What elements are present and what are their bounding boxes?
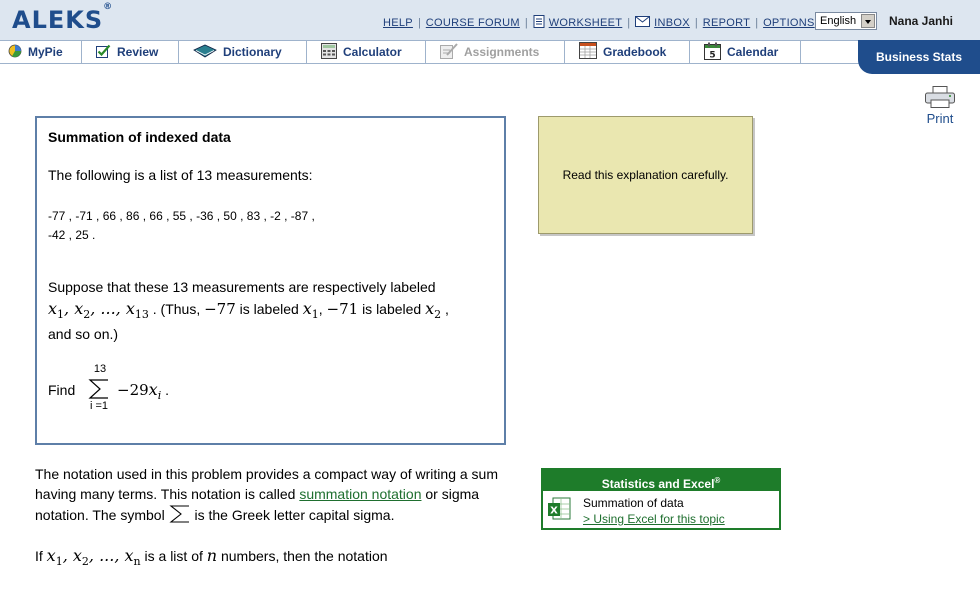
tab-assignments: Assignments [426,41,565,63]
label-line: $x_1$, $x_2$, ..., $x_{13}$ . (Thus, −77 is labeled $x_1$, −71 is labeled $x_2$ , [48,299,449,322]
summation-notation-link[interactable]: summation notation [299,486,422,502]
language-select[interactable] [815,12,877,30]
report-link[interactable]: REPORT [702,17,751,29]
worksheet-link[interactable]: WORKSHEET [548,17,623,29]
tab-calendar[interactable]: 5 Calendar [690,41,801,63]
sigma-icon [169,504,191,529]
print-button[interactable] [922,86,958,126]
checkbox-icon [96,44,111,61]
aleks-logo: ALEKS® [12,2,114,34]
problem-title: Summation of indexed data [48,129,231,145]
excel-box-title: Statistics and Excel® [543,470,779,491]
excel-topic-text: Summation of data [583,496,684,510]
course-tab[interactable]: Business Stats [858,40,980,74]
tab-bar [0,40,980,64]
tab-review[interactable]: Review [82,41,179,63]
tab-dictionary[interactable]: Dictionary [179,41,307,63]
explanation-list-line: If $x_1$, $x_2$, ..., $x_n$ is a list of n numbers, then the notation [35,546,388,569]
user-name: Nana Janhi [889,14,954,28]
options-link[interactable]: OPTIONS [763,17,815,29]
problem-box [35,116,506,445]
suppose-text: Suppose that these 13 measurements are respectively labeled [48,279,436,295]
tab-mypie[interactable]: MyPie [0,41,82,63]
svg-text:X: X [550,505,558,517]
sum-expression: $-29x_i$ . [117,380,169,403]
chevron-down-icon [861,14,875,28]
calculator-icon [321,43,337,62]
explanation-paragraph: The notation used in this problem provides a compact way of writing a sum having many terms. This notation is called summation notation or sigma notation. The symbol is the Greek letter capital sigma. [35,464,525,529]
sum-lower-limit: i =1 [89,400,109,412]
svg-text:5: 5 [709,50,716,60]
inbox-icon [635,16,650,30]
course-forum-link[interactable]: COURSE FORUM [425,17,520,29]
pie-icon [8,44,22,61]
problem-intro: The following is a list of 13 measurements: [48,167,313,183]
using-excel-link[interactable]: > Using Excel for this topic [583,512,725,526]
tab-calculator[interactable]: Calculator [307,41,426,63]
book-icon [193,44,217,61]
top-links: HELP | COURSE FORUM | WORKSHEET | INBOX | REPORT | OPTIONS [383,17,815,29]
top-header [0,0,980,40]
excel-icon [547,497,571,526]
measurement-line-1: -77 , -71 , 66 , 86 , 66 , 55 , -36 , 50 , 83 , -2 , -87 , [48,209,315,223]
printer-icon [922,86,958,111]
worksheet-icon [533,15,545,31]
print-label: Print [926,111,954,126]
measurement-line-2: -42 , 25 . [48,228,96,242]
and-so-on-text: and so on.) [48,326,119,342]
gradebook-icon [579,42,597,62]
language-value: English [820,15,857,27]
tab-gradebook[interactable]: Gradebook [565,41,690,63]
find-text: Find [48,382,76,398]
calendar-icon [704,42,721,63]
sum-upper-limit: 13 [93,363,107,375]
statistics-excel-box [541,468,781,530]
help-link[interactable]: HELP [383,17,413,29]
instruction-note: Read this explanation carefully. [538,116,753,234]
assignment-icon [440,43,458,62]
inbox-link[interactable]: INBOX [654,17,690,29]
measurement-list [48,207,315,245]
